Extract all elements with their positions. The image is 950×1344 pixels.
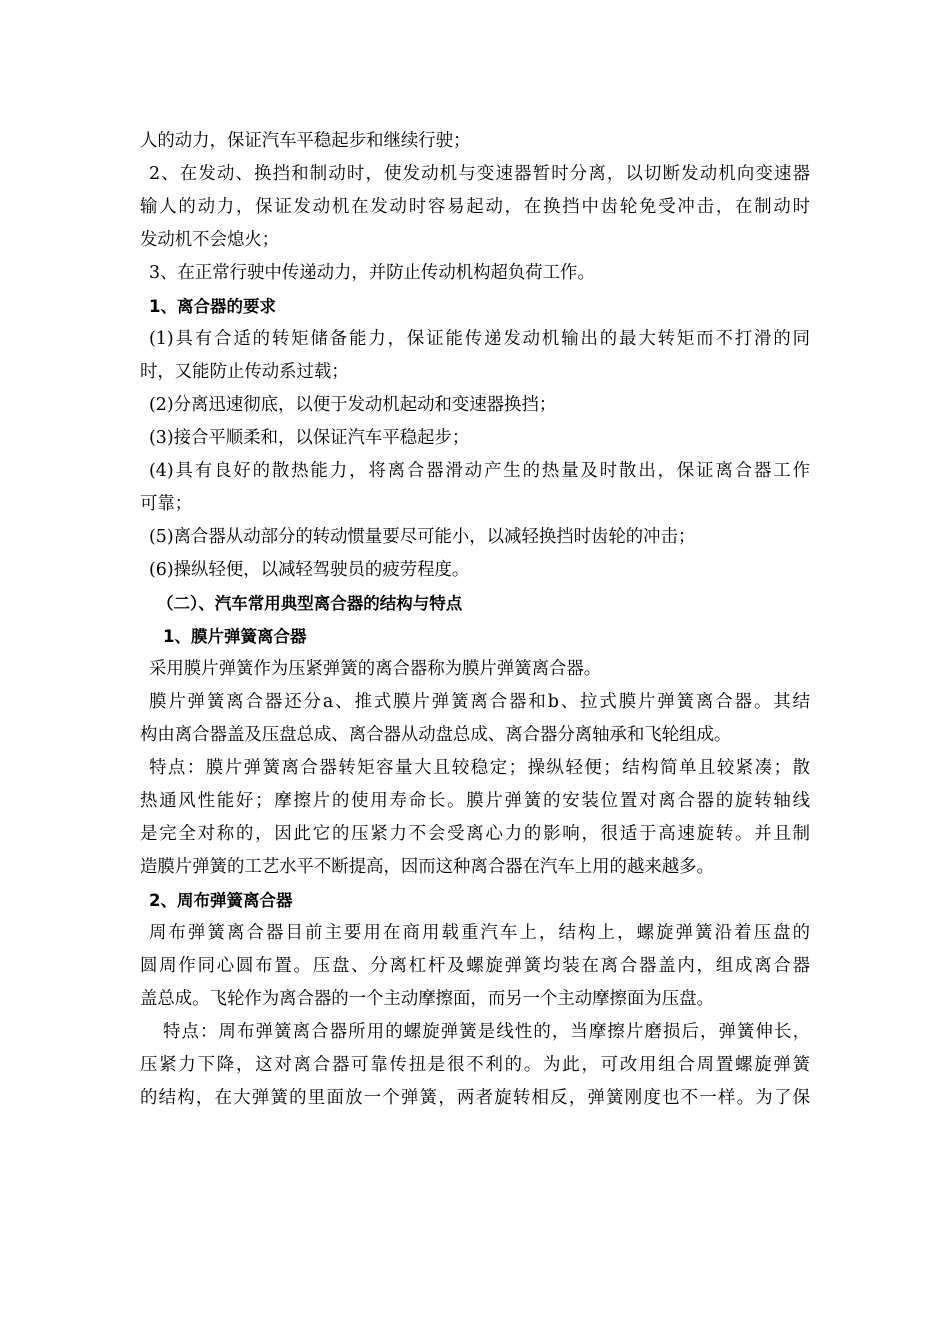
text-line: 输人的动力，保证发动机在发动时容易起动，在换挡中齿轮免受冲击，在制动时 <box>140 197 810 217</box>
section-heading: （二）、汽车常用典型离合器的结构与特点 <box>157 594 463 613</box>
text-line: 膜片弹簧离合器还分a、推式膜片弹簧离合器和b、拉式膜片弹簧离合器。其结 <box>149 692 810 712</box>
text-line: 时，又能防止传动系过载； <box>140 362 349 382</box>
text-line: 压紧力下降，这对离合器可靠传扭是很不利的。为此，可改用组合周置螺旋弹簧 <box>140 1055 810 1075</box>
text-line: 造膜片弹簧的工艺水平不断提高，因而这种离合器在汽车上用的越来越多。 <box>140 857 714 877</box>
text-line: 特点：膜片弹簧离合器转矩容量大且较稳定；操纵轻便；结构简单且较紧凑；散 <box>149 758 810 778</box>
text-line: (1)具有合适的转矩储备能力，保证能传递发动机输出的最大转矩而不打滑的同 <box>149 329 810 349</box>
text-line: 的结构，在大弹簧的里面放一个弹簧，两者旋转相反，弹簧刚度也不一样。为了保 <box>140 1088 810 1108</box>
text-line: 2、在发动、换挡和制动时，使发动机与变速器暂时分离，以切断发动机向变速器 <box>149 164 810 184</box>
text-line: 盖总成。飞轮作为离合器的一个主动摩擦面，而另一个主动摩擦面为压盘。 <box>140 989 714 1009</box>
text-line: 发动机不会熄火； <box>140 230 280 250</box>
text-line: 圆周作同心圆布置。压盘、分离杠杆及螺旋弹簧均装在离合器盖内，组成离合器 <box>140 956 810 976</box>
text-line: (4)具有良好的散热能力，将离合器滑动产生的热量及时散出，保证离合器工作 <box>149 461 810 481</box>
text-line: 可靠； <box>140 494 193 514</box>
text-line: 周布弹簧离合器目前主要用在商用载重汽车上，结构上，螺旋弹簧沿着压盘的 <box>149 923 810 943</box>
text-line: 是完全对称的，因此它的压紧力不会受离心力的影响，很适于高速旋转。并且制 <box>140 824 810 844</box>
text-line: 3、在正常行驶中传递动力，并防止传动机构超负荷工作。 <box>149 263 595 283</box>
text-line: (2)分离迅速彻底，以便于发动机起动和变速器换挡； <box>149 395 557 415</box>
section-heading: 1、离合器的要求 <box>149 297 276 316</box>
subsection-heading: 2、周布弹簧离合器 <box>149 891 293 910</box>
text-line: 人的动力，保证汽车平稳起步和继续行驶； <box>140 131 471 151</box>
subsection-heading: 1、膜片弹簧离合器 <box>163 627 307 646</box>
text-line: (6)操纵轻便，以减轻驾驶员的疲劳程度。 <box>149 560 470 580</box>
text-line: 采用膜片弹簧作为压紧弹簧的离合器称为膜片弹簧离合器。 <box>149 659 602 679</box>
text-line: (5)离合器从动部分的转动惯量要尽可能小，以减轻换挡时齿轮的冲击； <box>149 527 696 547</box>
text-line: 构由离合器盖及压盘总成、离合器从动盘总成、离合器分离轴承和飞轮组成。 <box>140 725 732 745</box>
document-body <box>140 125 810 1115</box>
text-line: (3)接合平顺柔和，以保证汽车平稳起步； <box>149 428 470 448</box>
text-line: 特点：周布弹簧离合器所用的螺旋弹簧是线性的，当摩擦片磨损后，弹簧伸长， <box>163 1022 810 1042</box>
text-line: 热通风性能好；摩擦片的使用寿命长。膜片弹簧的安装位置对离合器的旋转轴线 <box>140 791 810 811</box>
